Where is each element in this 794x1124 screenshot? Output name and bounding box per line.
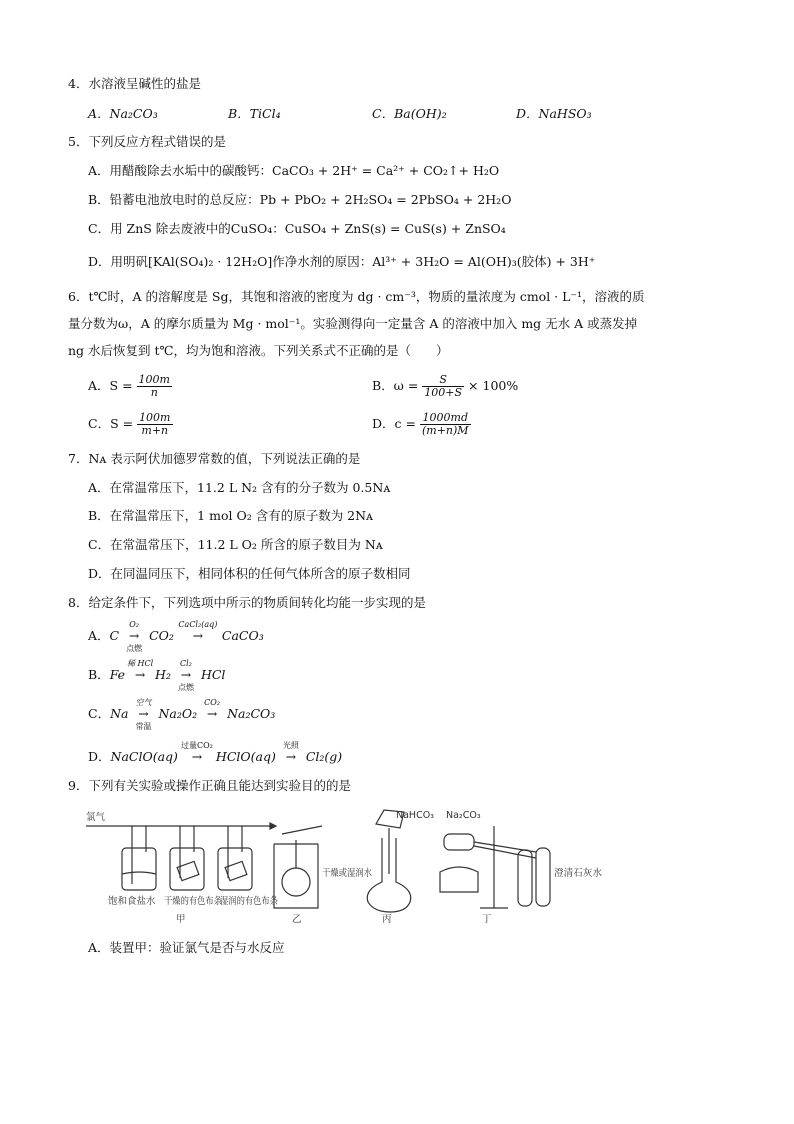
q8-b-arrow2-top: Cl₂ [180,659,192,668]
q8-b-s3: HCl [200,667,226,682]
q8-a-arrow1: → O₂ 点燃 [123,628,145,644]
q8-b-label: B． [88,667,110,682]
gas-label: 氯气 [86,812,106,823]
ding-side-label: 澄清石灰水 [554,868,602,879]
q8-option-b[interactable] [88,659,226,692]
apparatus-jia [86,811,287,925]
q9-option-a[interactable]: A．装置甲：验证氯气是否与水反应 [88,940,285,955]
q6-a-numerator: 100m [138,373,170,386]
q6-b-fraction [422,374,464,399]
q6-option-a[interactable] [88,374,172,399]
q7-option-d[interactable]: D．在同温同压下，相同体积的任何气体所含的原子数相同 [88,566,411,581]
jia-bottle1-label: 饱和食盐水 [108,896,156,907]
q6-a-label: A．S = [88,378,133,393]
q8-d-arrow2: → 光照 [280,749,302,765]
q5-option-b[interactable]: B．铅蓄电池放电时的总反应：Pb + PbO₂ + 2H₂SO₄ = 2PbSO₄ + 2H₂O [88,192,512,207]
q8-a-arrow1-bottom: 点燃 [126,644,143,653]
q6-option-c[interactable] [88,412,173,437]
q8-c-arrow1-top: 空气 [135,698,152,707]
ding-label: 丁 [482,914,492,925]
q6-stem-line2: 量分数为ω，A 的摩尔质量为 Mg · mol⁻¹。实验测得向一定量含 A 的溶液中加入 mg 无水 A 或蒸发掉 [68,316,638,331]
q4-option-b[interactable]: B．TiCl₄ [228,106,281,121]
q8-c-arrow2: → CO₂ [201,706,223,722]
q7-option-a[interactable]: A．在常温常压下，11.2 L N₂ 含有的分子数为 0.5Nᴀ [88,480,391,495]
q4-option-a[interactable]: A．Na₂CO₃ [88,106,158,121]
q8-d-arrow1: → 过量CO₂ [182,749,212,765]
q6-c-numerator: 100m [139,411,171,424]
q6-stem-line1: 6．t℃时，A 的溶解度是 Sg，其饱和溶液的密度为 dg · cm⁻³，物质的量浓度为 cmol · L⁻¹，溶液的质 [68,289,645,304]
jia-label: 甲 [176,914,186,925]
q6-b-label: B．ω = [372,378,419,393]
q8-c-s2: Na₂O₂ [158,706,198,721]
q8-a-arrow2-top: CaCl₂(aq) [178,620,218,629]
ding-reagent1: NaHCO₃ [396,810,434,821]
q4-stem: 4．水溶液呈碱性的盐是 [68,76,201,91]
q6-b-numerator: S [422,374,464,387]
q8-option-c[interactable] [88,698,276,731]
q8-stem: 8．给定条件下，下列选项中所示的物质间转化均能一步实现的是 [68,595,426,610]
q6-b-denominator: 100+S [424,386,463,399]
q8-c-s3: Na₂CO₃ [227,706,276,721]
q8-a-label: A． [88,628,110,643]
q6-option-b[interactable] [372,374,518,399]
q8-a-s1: C [109,628,120,643]
yi-side-label: 干燥或湿润水 [322,868,380,879]
q8-d-arrow1-top: 过量CO₂ [180,741,213,750]
q6-option-d[interactable] [372,412,471,437]
ding-reagent2: Na₂CO₃ [446,810,481,821]
q8-c-arrow1: → 空气 常温 [132,706,154,722]
q4-option-d[interactable]: D．NaHSO₃ [516,106,592,121]
q6-a-denominator: n [150,386,158,399]
apparatus-yi [274,826,380,925]
jia-bottle2-label: 干燥的有色布条 [164,896,231,907]
q9-stem: 9．下列有关实验或操作正确且能达到实验目的的是 [68,778,351,793]
q8-a-arrow2: → CaCl₂(aq) [178,628,218,644]
q7-option-c[interactable]: C．在常温常压下，11.2 L O₂ 所含的原子数目为 Nᴀ [88,537,383,552]
q9-apparatus-figure [84,804,604,932]
q8-b-s2: H₂ [155,667,171,682]
q8-a-s3: CaCO₃ [221,628,264,643]
q4-option-c[interactable]: C．Ba(OH)₂ [372,106,447,121]
q6-d-denominator: (m+n)M [421,424,469,437]
q5-option-d[interactable]: D．用明矾[KAl(SO₄)₂ · 12H₂O]作净水剂的原因：Al³⁺ + 3H₂O = Al(OH)₃(胶体) + 3H⁺ [88,254,596,269]
q8-c-label: C． [88,706,111,721]
q6-c-fraction [137,412,172,437]
jia-bottle3-label: 湿润的有色布条 [220,896,287,907]
q8-c-arrow2-top: CO₂ [204,698,221,707]
q5-option-a[interactable]: A．用醋酸除去水垢中的碳酸钙：CaCO₃ + 2H⁺ = Ca²⁺ + CO₂↑+ H₂O [88,163,500,178]
q6-a-fraction [137,374,172,399]
yi-label: 乙 [292,914,302,925]
q8-d-s2: HClO(aq) [215,749,276,764]
q6-d-numerator: 1000md [420,412,471,425]
q7-stem: 7．Nᴀ 表示阿伏加德罗常数的值，下列说法正确的是 [68,451,361,466]
q8-c-s1: Na [110,706,129,721]
q8-a-s2: CO₂ [149,628,174,643]
q7-option-b[interactable]: B．在常温常压下，1 mol O₂ 含有的原子数为 2Nᴀ [88,508,374,523]
q6-b-tail: × 100% [468,378,519,393]
q6-d-fraction [420,412,471,437]
apparatus-bing [367,810,410,925]
q8-b-arrow1-top: 稀 HCl [126,659,154,668]
q8-option-a[interactable] [88,620,264,653]
q8-c-arrow1-bottom: 常温 [135,722,152,731]
q5-option-c[interactable]: C．用 ZnS 除去废液中的CuSO₄：CuSO₄ + ZnS(s) = CuS(s) + ZnSO₄ [88,221,506,236]
q8-d-s1: NaClO(aq) [110,749,178,764]
q8-b-arrow2: → Cl₂ 点燃 [175,667,197,683]
q5-stem: 5．下列反应方程式错误的是 [68,134,226,149]
bing-label: 丙 [382,914,392,925]
q8-a-arrow1-top: O₂ [129,620,139,629]
q8-d-s3: Cl₂(g) [305,749,343,764]
q6-c-denominator: m+n [141,424,169,437]
q6-c-label: C．S = [88,416,134,431]
q8-d-label: D． [88,749,111,764]
q8-b-arrow1: → 稀 HCl [129,667,151,683]
q8-b-s1: Fe [109,667,126,682]
q8-b-arrow2-bottom: 点燃 [177,683,194,692]
q8-d-arrow2-top: 光照 [282,741,299,750]
apparatus-ding [396,810,602,925]
q8-option-d[interactable] [88,741,343,765]
q6-d-label: D．c = [372,416,416,431]
q6-stem-line3: ng 水后恢复到 t℃，均为饱和溶液。下列关系式不正确的是（ ） [68,343,449,358]
